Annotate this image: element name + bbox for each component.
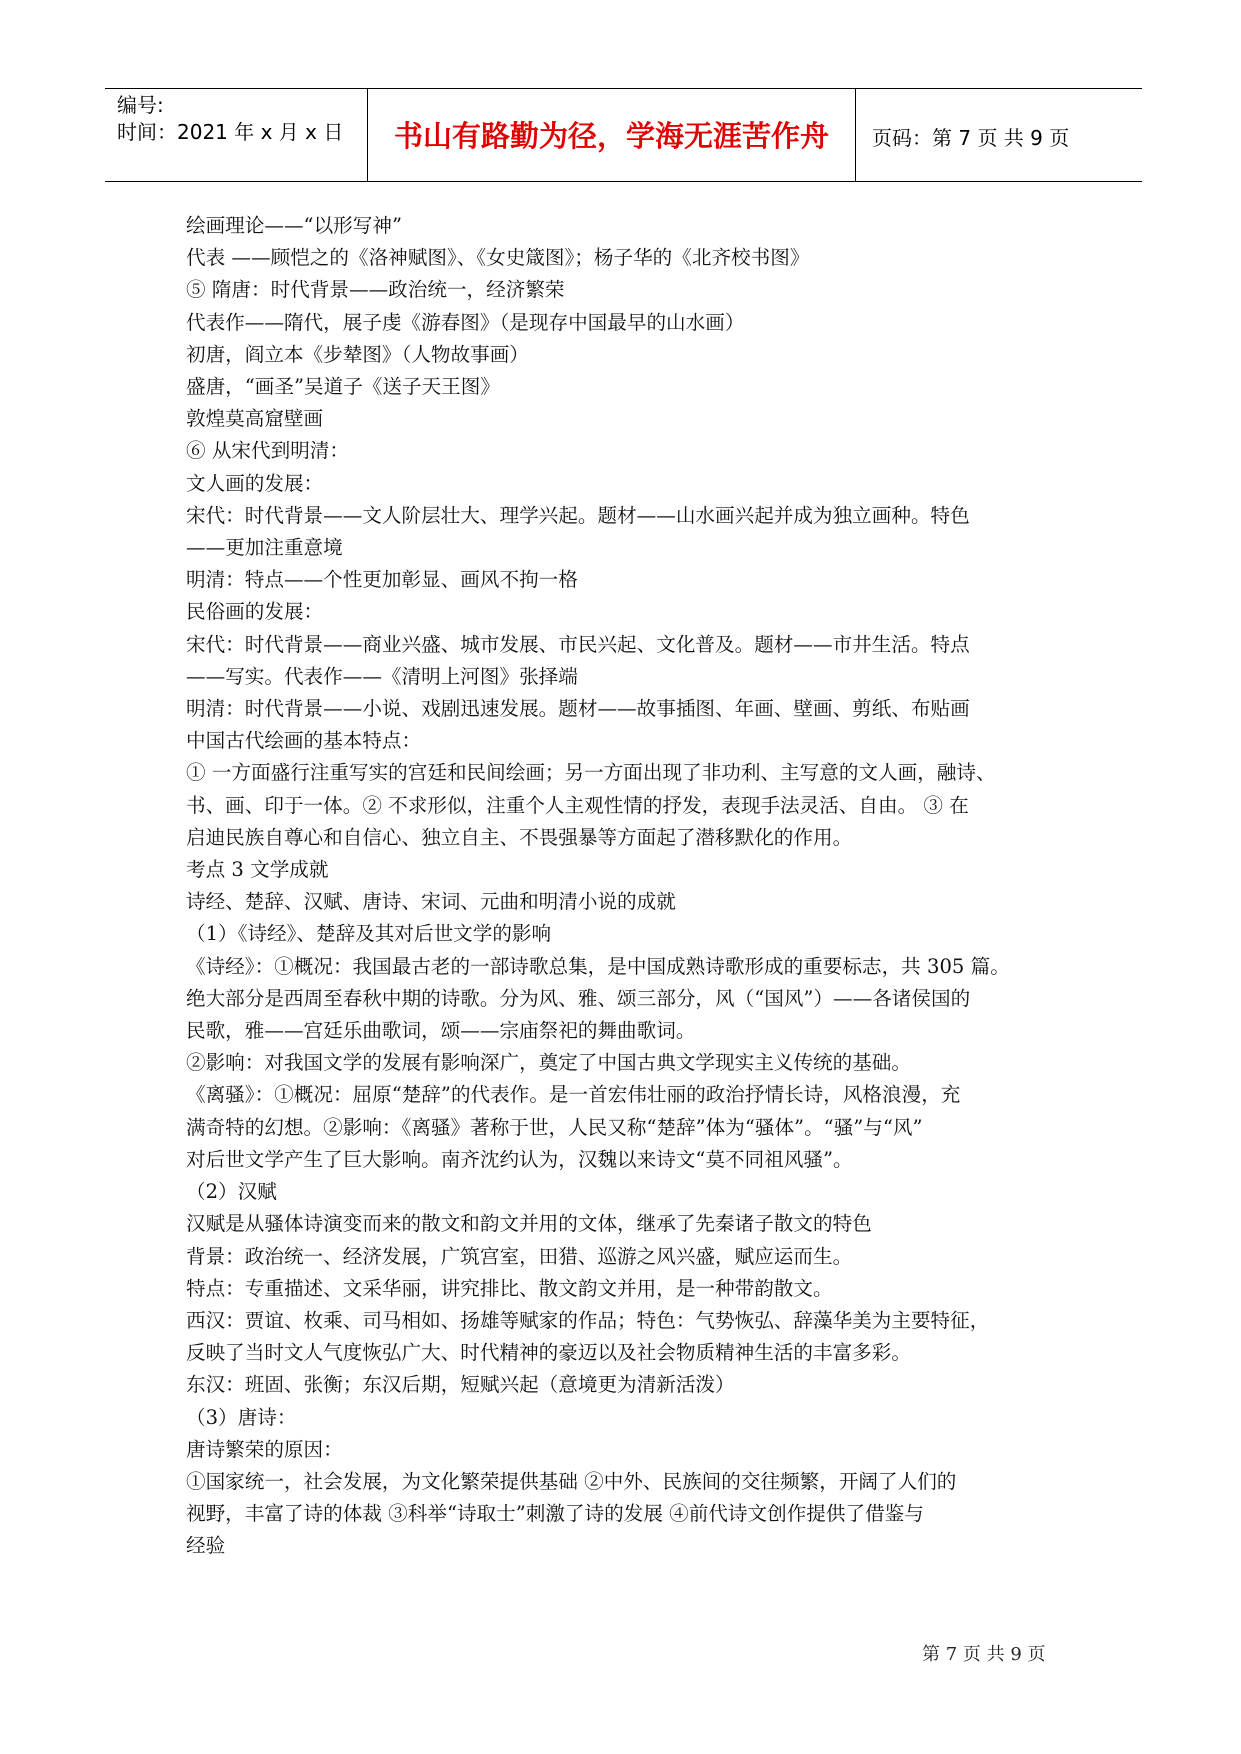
header-top-rule bbox=[105, 88, 1142, 89]
body-line: 代表 ——顾恺之的《洛神赋图》、《女史箴图》；杨子华的《北齐校书图》 bbox=[186, 246, 810, 270]
body-line: ——更加注重意境 bbox=[186, 536, 343, 560]
header-left-cell bbox=[117, 92, 343, 146]
body-line: 对后世文学产生了巨大影响。南齐沈约认为，汉魏以来诗文“莫不同祖风骚”。 bbox=[186, 1147, 853, 1171]
body-line: 敦煌莫高窟壁画 bbox=[186, 407, 324, 431]
body-line: 初唐，阎立本《步辇图》（人物故事画） bbox=[186, 342, 529, 366]
body-line: 东汉：班固、张衡；东汉后期，短赋兴起（意境更为清新活泼） bbox=[186, 1373, 735, 1397]
document-body bbox=[186, 210, 1066, 1563]
body-line: 明清：特点——个性更加彰显、画风不拘一格 bbox=[186, 568, 578, 592]
body-line: 盛唐，“画圣”吴道子《送子天王图》 bbox=[186, 375, 500, 399]
document-time-label: 时间：2021 年 x 月 x 日 bbox=[117, 120, 344, 144]
page-header bbox=[105, 88, 1142, 182]
body-line: （1）《诗经》、楚辞及其对后世文学的影响 bbox=[186, 922, 552, 946]
body-line: 民俗画的发展： bbox=[186, 600, 324, 624]
body-line: 汉赋是从骚体诗演变而来的散文和韵文并用的文体，继承了先秦诸子散文的特色 bbox=[186, 1212, 872, 1236]
body-line: 绝大部分是西周至春秋中期的诗歌。分为风、雅、颂三部分，风（“国风”）——各诸侯国的 bbox=[186, 986, 971, 1010]
body-line: 视野，丰富了诗的体裁 ③科举“诗取士”刺激了诗的发展 ④前代诗文创作提供了借鉴与 bbox=[186, 1502, 924, 1526]
body-line: 明清：时代背景——小说、戏剧迅速发展。题材——故事插图、年画、壁画、剪纸、布贴画 bbox=[186, 697, 970, 721]
body-line: ⑥ 从宋代到明清： bbox=[186, 439, 349, 463]
body-line: 诗经、楚辞、汉赋、唐诗、宋词、元曲和明清小说的成就 bbox=[186, 890, 676, 914]
body-line: 经验 bbox=[186, 1534, 226, 1558]
body-line: 考点 3 文学成就 bbox=[186, 858, 329, 882]
body-line: 《诗经》：①概况：我国最古老的一部诗歌总集，是中国成熟诗歌形成的重要标志，共 305 篇。 bbox=[186, 954, 1010, 978]
body-line: （3）唐诗： bbox=[186, 1405, 297, 1429]
body-line: （2）汉赋 bbox=[186, 1180, 277, 1204]
body-line: 书、画、印于一体。② 不求形似，注重个人主观性情的抒发，表现手法灵活、自由。 ③ 在 bbox=[186, 793, 969, 817]
document-number-label: 编号: bbox=[117, 93, 164, 117]
body-line: ②影响：对我国文学的发展有影响深广，奠定了中国古典文学现实主义传统的基础。 bbox=[186, 1051, 911, 1075]
body-line: 文人画的发展： bbox=[186, 471, 324, 495]
page-footer: 第 7 页 共 9 页 bbox=[922, 1644, 1046, 1665]
header-bottom-rule bbox=[105, 181, 1142, 182]
body-line: 启迪民族自尊心和自信心、独立自主、不畏强暴等方面起了潜移默化的作用。 bbox=[186, 825, 853, 849]
body-line: ——写实。代表作——《清明上河图》张择端 bbox=[186, 664, 578, 688]
body-line: 中国古代绘画的基本特点： bbox=[186, 729, 422, 753]
body-line: 背景：政治统一、经济发展，广筑宫室，田猎、巡游之风兴盛，赋应运而生。 bbox=[186, 1244, 853, 1268]
body-line: 特点：专重描述、文采华丽，讲究排比、散文韵文并用，是一种带韵散文。 bbox=[186, 1276, 833, 1300]
body-line: 西汉：贾谊、枚乘、司马相如、扬雄等赋家的作品；特色：气势恢弘、辞藻华美为主要特征， bbox=[186, 1308, 990, 1332]
body-line: 反映了当时文人气度恢弘广大、时代精神的豪迈以及社会物质精神生活的丰富多彩。 bbox=[186, 1341, 911, 1365]
body-line: 宋代：时代背景——文人阶层壮大、理学兴起。题材——山水画兴起并成为独立画种。特色 bbox=[186, 503, 970, 527]
body-line: 代表作——隋代，展子虔《游春图》（是现存中国最早的山水画） bbox=[186, 310, 745, 334]
body-line: ①国家统一，社会发展，为文化繁荣提供基础 ②中外、民族间的交往频繁，开阔了人们的 bbox=[186, 1469, 957, 1493]
body-line: 宋代：时代背景——商业兴盛、城市发展、市民兴起、文化普及。题材——市井生活。特点 bbox=[186, 632, 970, 656]
body-line: 满奇特的幻想。②影响：《离骚》著称于世，人民又称“楚辞”体为“骚体”。“骚”与“风” bbox=[186, 1115, 923, 1139]
body-line: 《离骚》：①概况：屈原“楚辞”的代表作。是一首宏伟壮丽的政治抒情长诗，风格浪漫，充 bbox=[186, 1083, 961, 1107]
body-line: 绘画理论——“以形写神” bbox=[186, 214, 402, 237]
body-line: 民歌，雅——宫廷乐曲歌词，颂——宗庙祭祀的舞曲歌词。 bbox=[186, 1019, 696, 1043]
body-line: 唐诗繁荣的原因： bbox=[186, 1437, 343, 1461]
body-line: ① 一方面盛行注重写实的宫廷和民间绘画；另一方面出现了非功利、主写意的文人画，融诗、 bbox=[186, 761, 996, 785]
header-divider-right bbox=[855, 88, 856, 182]
header-page-label: 页码：第 7 页 共 9 页 bbox=[872, 126, 1070, 150]
body-line: ⑤ 隋唐：时代背景——政治统一，经济繁荣 bbox=[186, 278, 565, 302]
header-motto: 书山有路勤为径，学海无涯苦作舟 bbox=[393, 119, 829, 153]
